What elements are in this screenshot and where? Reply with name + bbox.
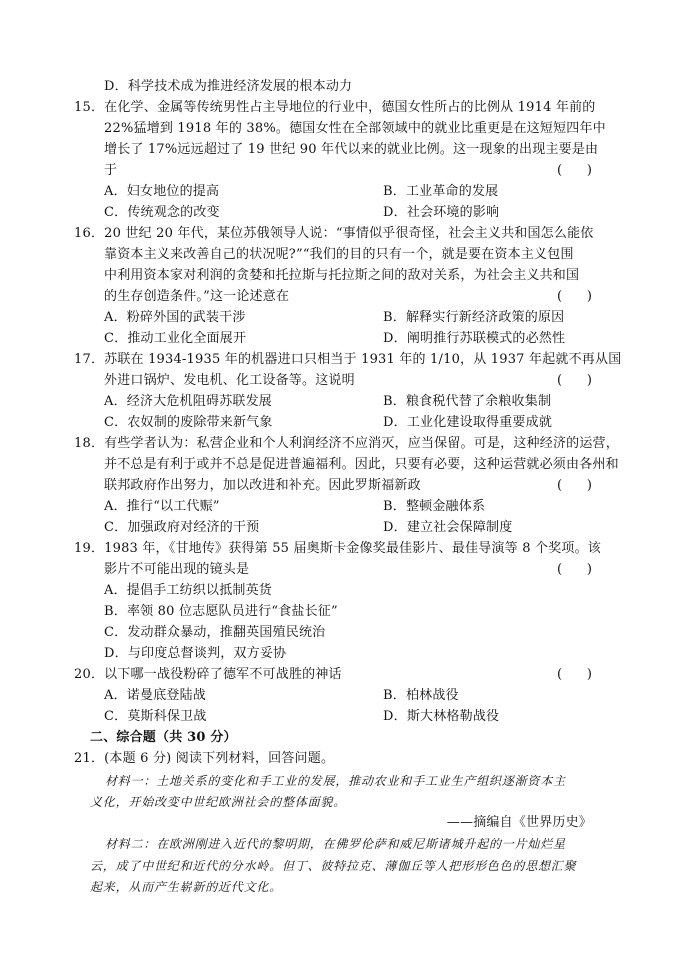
q16-stem-line2: 靠资本主义来改善自己的状况呢?”“我们的目的只有一个，就是要在资本主义包围 [104,247,574,262]
q17-option-b: B．粮食税代替了余粮收集制 [383,394,552,409]
q16-stem-line4: 的生存创造条件。”这一论述意在 [104,289,290,304]
q20-stem-line1: 20．以下哪一战役粉碎了德军不可战胜的神话 [74,667,342,682]
q19-stem-line1: 19．1983 年，《甘地传》获得第 55 届奥斯卡金像奖最佳影片、最佳导演等 8 个奖项。该 [74,541,602,556]
q15-stem-line2: 22%猛增到 1918 年的 38%。德国女性在全部领域中的就业比重更是在这短短四年中 [104,121,606,136]
q17-stem-line2: 外进口锅炉、发电机、化工设备等。这说明 [104,373,355,388]
q17-answer-bracket: ( ) [557,373,592,388]
q16-answer-bracket: ( ) [557,289,592,304]
q17-option-a: A．经济大危机阻碍苏联发展 [104,394,272,409]
q18-option-b: B．整顿金融体系 [383,499,486,514]
q20-answer-bracket: ( ) [557,667,592,682]
q15-option-c: C．传统观念的改变 [104,205,220,220]
material-1-line2: 义化，开始改变中世纪欧洲社会的整体面貌。 [90,795,347,809]
q15-option-d: D．社会环境的影响 [383,205,500,220]
q15-stem-line3: 增长了 17%远远超过了 19 世纪 90 年代以来的就业比例。这一现象的出现主要是由 [104,142,599,157]
material-1-source: ——摘编自《世界历史》 [446,815,592,830]
q16-option-a: A．粉碎外国的武装干涉 [104,310,246,325]
q16-stem-line3: 中利用资本家对利润的贪婪和托拉斯与托拉斯之间的敌对关系，为社会主义共和国 [104,268,580,283]
q19-option-c: C．发动群众暴动，推翻英国殖民统治 [104,625,326,640]
q15-stem-line4: 于 [104,163,118,178]
material-1-line1: 材料一：土地关系的变化和手工业的发展，推动农业和手工业生产组织逐渐资本主 [105,774,566,788]
material-2-line1: 材料二：在欧洲刚进入近代的黎明期，在佛罗伦萨和威尼斯诸城升起的一片灿烂星 [105,837,566,851]
q18-stem-line1: 18．有些学者认为：私营企业和个人利润经济不应消灭，应当保留。可是，这种经济的运营， [74,436,619,451]
q18-stem-line2: 并不总是有利于或并不总是促进普遍福利。因此，只要有必要，这种运营就必须由各州和 [104,457,619,472]
q16-option-d: D．阐明推行苏联模式的必然性 [383,331,566,346]
q17-option-d: D．工业化建设取得重要成就 [383,415,553,430]
material-2-line2: 云，成了中世纪和近代的分水岭。但丁、彼特拉克、薄伽丘等人把形形色色的思想汇聚 [90,859,577,873]
q20-option-d: D．斯大林格勒战役 [383,709,500,724]
material-2-line3: 起来，从而产生崭新的近代文化。 [90,880,283,894]
q18-option-a: A．推行“以工代赈” [104,499,220,514]
q15-option-a: A．妇女地位的提高 [104,184,220,199]
q20-option-c: C．莫斯科保卫战 [104,709,207,724]
q15-option-b: B．工业革命的发展 [383,184,499,199]
q17-option-c: C．农奴制的废除带来新气象 [104,415,273,430]
q19-option-a: A．提倡手工纺织以抵制英货 [104,583,272,598]
q18-stem-line3: 联邦政府作出努力，加以改进和补充。因此罗斯福新政 [104,478,421,493]
q20-option-b: B．柏林战役 [383,688,459,703]
q16-option-b: B．解释实行新经济政策的原因 [383,310,565,325]
q18-answer-bracket: ( ) [557,478,592,493]
q15-stem-line1: 15．在化学、金属等传统男性占主导地位的行业中，德国女性所占的比例从 1914 年前的 [74,100,596,115]
q16-stem-line1: 16．20 世纪 20 年代，某位苏俄领导人说：“事情似乎很奇怪，社会主义共和国怎么能依 [74,226,594,241]
q19-option-d: D．与印度总督谈判，双方妥协 [104,646,287,661]
q19-option-b: B．率领 80 位志愿队员进行“食盐长征” [104,604,338,619]
q21-stem: 21．(本题 6 分) 阅读下列材料，回答问题。 [74,751,335,766]
q18-option-d: D．建立社会保障制度 [383,520,513,535]
q20-option-a: A．诺曼底登陆战 [104,688,206,703]
q15-answer-bracket: ( ) [557,163,592,178]
q14-option-d: D．科学技术成为推进经济发展的根本动力 [104,79,353,94]
q19-stem-line2: 影片不可能出现的镜头是 [104,562,250,577]
q16-option-c: C．推动工业化全面展开 [104,331,247,346]
q19-answer-bracket: ( ) [557,562,592,577]
q18-option-c: C．加强政府对经济的干预 [104,520,260,535]
q17-stem-line1: 17．苏联在 1934-1935 年的机器进口只相当于 1931 年的 1/10，从 1937 年起就不再从国 [74,352,622,367]
section-heading: 二、综合题（共 30 分） [90,730,237,745]
